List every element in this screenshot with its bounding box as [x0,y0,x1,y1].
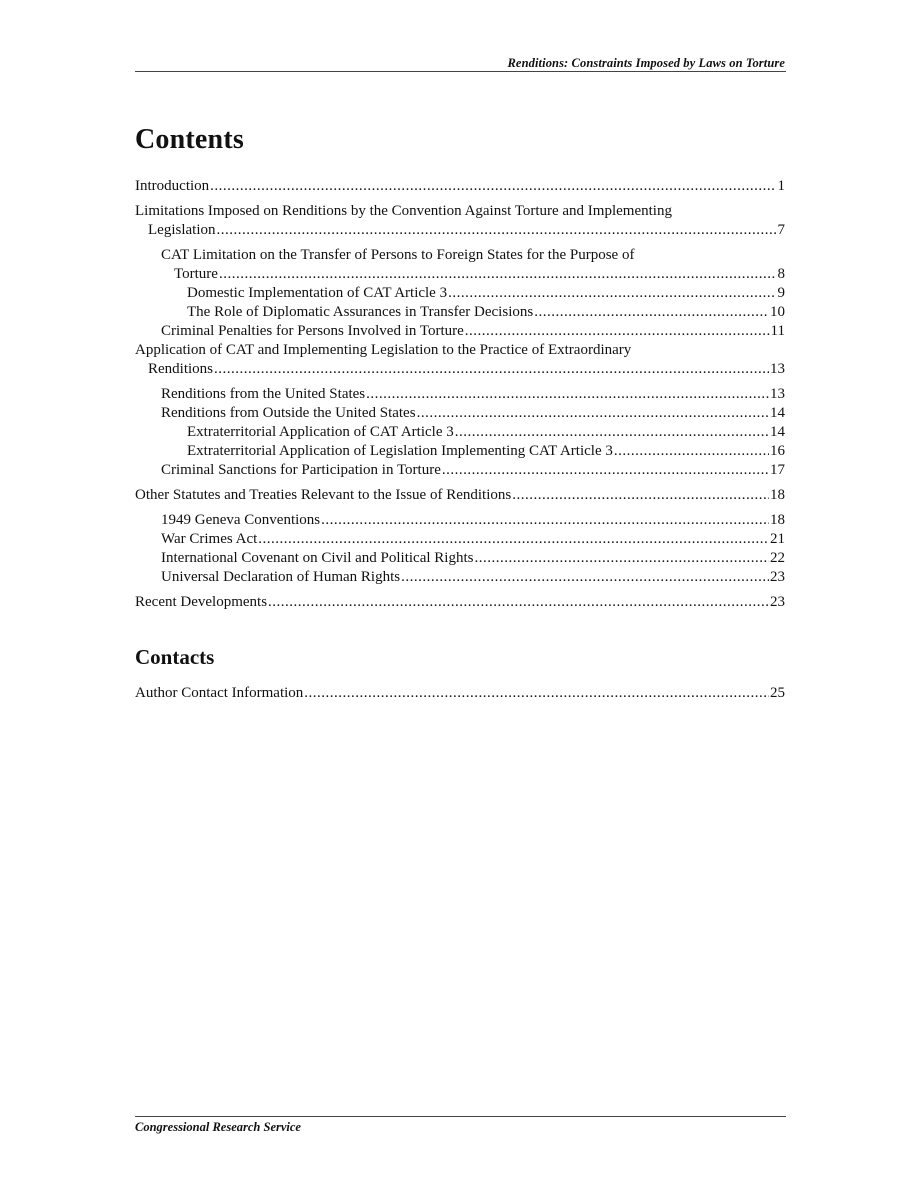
toc-entry-war-crimes-act[interactable] [161,530,785,549]
toc-entry-page: 14 [770,424,785,440]
toc-entry-page: 7 [777,222,785,238]
toc-entry-udhr[interactable] [161,568,785,587]
toc-entry-author-contact[interactable] [135,684,785,703]
toc-entry-title: The Role of Diplomatic Assurances in Transfer Decisions [187,304,534,320]
leader-dots [366,385,769,404]
toc-entry-page: 18 [770,512,785,528]
toc-entry-title-continued: Legislation [148,222,216,238]
toc-entry-page: 21 [770,531,785,547]
toc-entry-page: 13 [770,386,785,402]
toc-entry-title-line: CAT Limitation on the Transfer of Persons to Foreign States for the Purpose of [161,247,635,263]
toc-entry-renditions-from-us[interactable] [161,385,785,404]
toc-entry-domestic-implementation[interactable] [187,284,785,303]
leader-dots [258,530,769,549]
toc-entry-title: Domestic Implementation of CAT Article 3 [187,285,448,301]
toc-entry-renditions-outside-us[interactable] [161,404,785,423]
leader-dots [442,461,769,480]
toc-entry-page: 16 [770,443,785,459]
toc-entry-title: Extraterritorial Application of CAT Article 3 [187,424,454,440]
toc-entry-page: 9 [777,285,785,301]
toc-entry-title: Criminal Penalties for Persons Involved in Torture [161,323,464,339]
toc-entry-page: 11 [770,323,785,339]
toc-entry-title: 1949 Geneva Conventions [161,512,321,528]
footer-rule [135,1116,786,1117]
leader-dots [534,303,769,322]
toc-entry-page: 1 [777,178,785,194]
leader-dots [214,360,769,379]
contents-heading: Contents [135,124,244,155]
toc-entry-cat-limitation[interactable] [161,246,785,284]
toc-entry-page: 22 [770,550,785,566]
leader-dots [465,322,770,341]
leader-dots [304,684,769,703]
table-of-contents [135,177,785,612]
leader-dots [268,593,769,612]
toc-entry-title: Recent Developments [135,594,268,610]
toc-entry-page: 18 [770,487,785,503]
toc-entry-other-statutes[interactable] [135,486,785,505]
toc-entry-criminal-sanctions[interactable] [161,461,785,480]
toc-entry-page: 14 [770,405,785,421]
toc-entry-title: Criminal Sanctions for Participation in Torture [161,462,441,478]
toc-entry-title: War Crimes Act [161,531,258,547]
leader-dots [474,549,769,568]
toc-entry-geneva-conventions[interactable] [161,511,785,530]
toc-entry-page: 8 [777,266,785,282]
toc-entry-title-line: Application of CAT and Implementing Legislation to the Practice of Extraordinary [135,342,632,358]
toc-entry-title-continued: Renditions [148,361,214,377]
toc-entry-title-continued: Torture [174,266,218,282]
toc-entry-title: Renditions from Outside the United States [161,405,416,421]
leader-dots [512,486,769,505]
toc-entry-page: 23 [770,594,785,610]
toc-entry-title: Extraterritorial Application of Legislation Implementing CAT Article 3 [187,443,613,459]
toc-entry-title: Other Statutes and Treaties Relevant to the Issue of Renditions [135,487,512,503]
toc-entry-limitations[interactable] [135,202,785,240]
leader-dots [448,284,776,303]
toc-entry-title-line: Limitations Imposed on Renditions by the Convention Against Torture and Implementing [135,203,672,219]
toc-entry-criminal-penalties[interactable] [161,322,785,341]
toc-entry-title: Universal Declaration of Human Rights [161,569,401,585]
toc-entry-application-of-cat[interactable] [135,341,785,379]
toc-entry-page: 17 [770,462,785,478]
running-header-title: Renditions: Constraints Imposed by Laws on Torture [507,56,785,70]
toc-entry-iccpr[interactable] [161,549,785,568]
toc-entry-page: 10 [770,304,785,320]
leader-dots [401,568,769,587]
contacts-list [135,684,785,703]
leader-dots [321,511,769,530]
toc-entry-title: Author Contact Information [135,685,304,701]
toc-entry-title: Introduction [135,178,210,194]
toc-entry-introduction[interactable] [135,177,785,196]
leader-dots [217,221,777,240]
toc-entry-extraterritorial-legislation[interactable] [187,442,785,461]
leader-dots [455,423,769,442]
toc-entry-diplomatic-assurances[interactable] [187,303,785,322]
toc-entry-title: International Covenant on Civil and Political Rights [161,550,474,566]
toc-entry-page: 23 [770,569,785,585]
footer-publisher: Congressional Research Service [135,1120,301,1134]
toc-entry-title: Renditions from the United States [161,386,366,402]
leader-dots [219,265,776,284]
leader-dots [614,442,769,461]
leader-dots [417,404,769,423]
toc-entry-page: 13 [770,361,785,377]
toc-entry-page: 25 [770,685,785,701]
leader-dots [210,177,776,196]
toc-entry-recent-developments[interactable] [135,593,785,612]
header-rule [135,71,786,72]
contacts-heading: Contacts [135,645,215,669]
toc-entry-extraterritorial-cat[interactable] [187,423,785,442]
